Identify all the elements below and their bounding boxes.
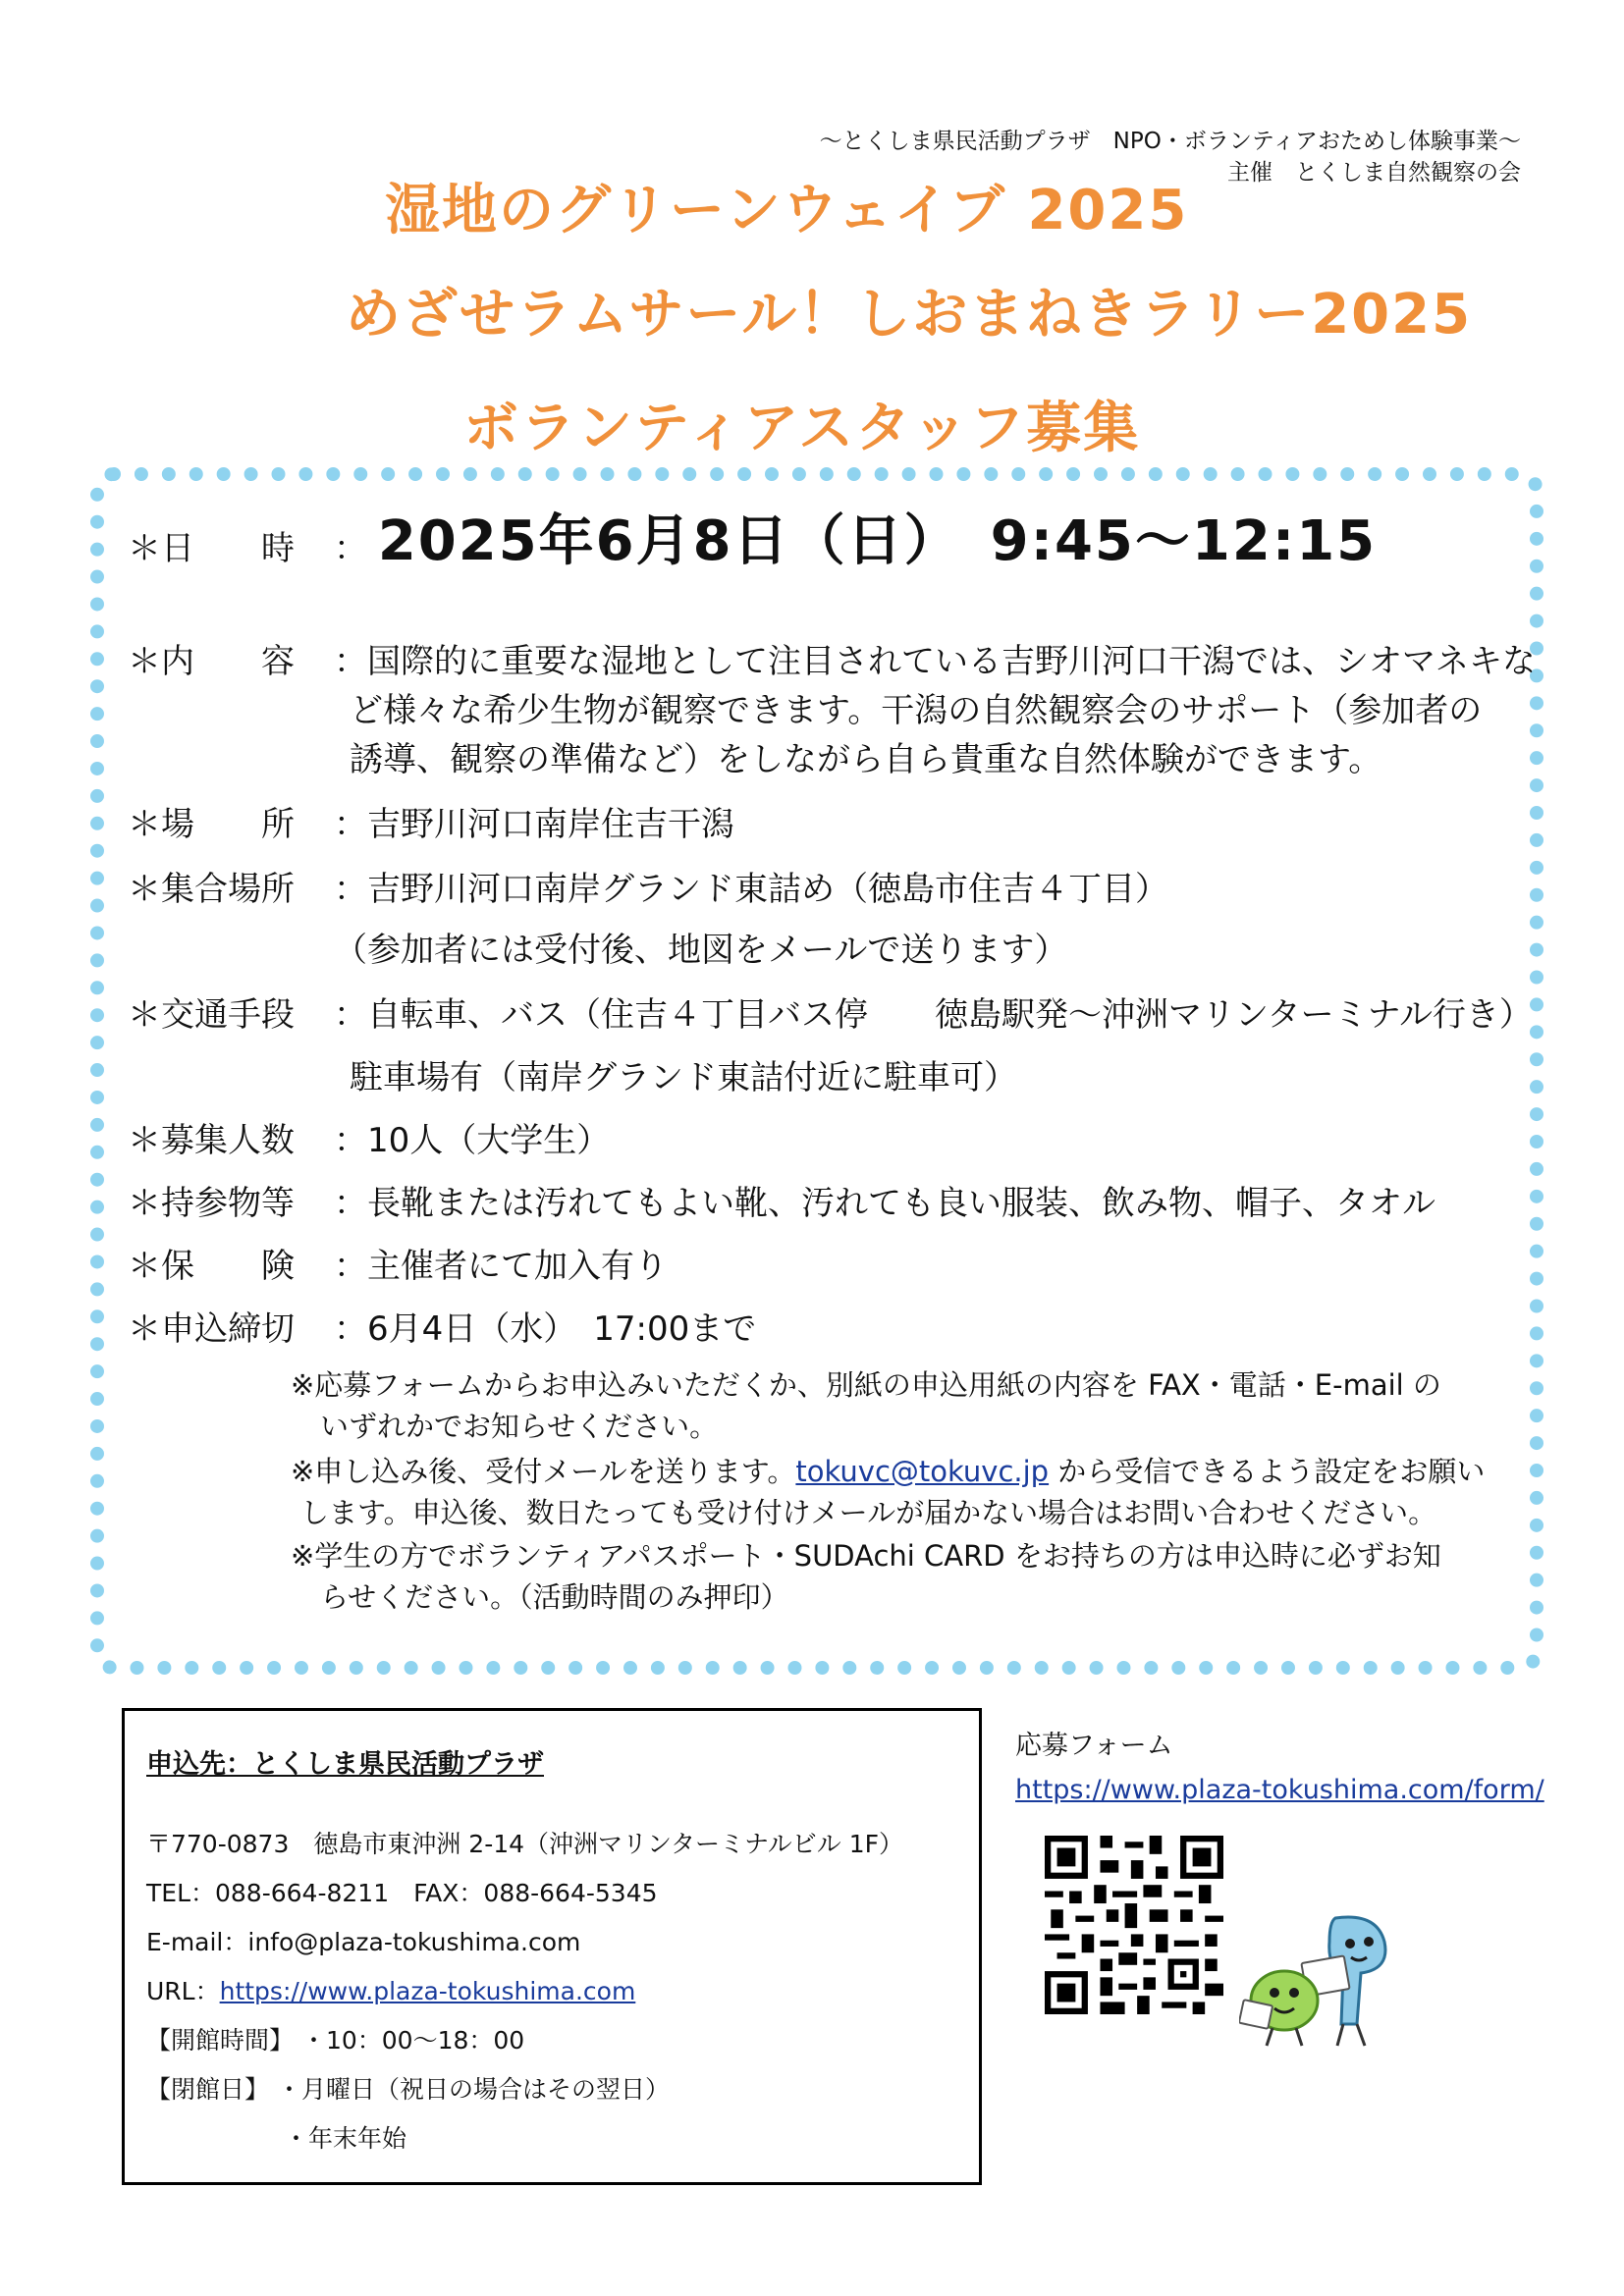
program-line: ～とくしま県民活動プラザ NPO・ボランティアおためし体験事業～	[819, 129, 1521, 154]
insurance-label: ＊保 険	[128, 1247, 295, 1286]
note2-line1	[291, 1451, 1485, 1492]
form-label: 応募フォーム	[1015, 1731, 1173, 1761]
insurance-row: ＊保 険 ：主催者にて加入有り	[128, 1247, 668, 1286]
note3-line2: らせください。（活動時間のみ押印）	[320, 1580, 789, 1614]
plaza-url-link[interactable]: https://www.plaza-tokushima.com	[219, 1977, 636, 2005]
capacity-value: 10人（大学生）	[367, 1121, 611, 1160]
contact-closed2: ・年末年始	[284, 2124, 407, 2153]
content-line3: 誘導、観察の準備など）をしながら自ら貴重な自然体験ができます。	[350, 740, 1382, 779]
mascot-illustration-icon	[1239, 1908, 1412, 2050]
bring-row: ＊持参物等 ：長靴または汚れてもよい靴、汚れても良い服装、飲み物、帽子、タオル	[128, 1184, 1435, 1223]
note3-line1: ※学生の方でボランティアパスポート・SUDAchi CARD をお持ちの方は申込時に必ずお知	[291, 1539, 1441, 1573]
note1-line2: いずれかでお知らせください。	[320, 1410, 719, 1443]
form-url-link[interactable]: https://www.plaza-tokushima.com/form/	[1015, 1775, 1544, 1805]
url-label: URL：	[146, 1977, 220, 2005]
date-label: ＊日 時	[128, 529, 295, 568]
contact-url-line	[146, 1972, 635, 2007]
deadline-row: ＊申込締切 ：6月4日（水） 17:00まで	[128, 1309, 757, 1349]
capacity-row: ＊募集人数 ：10人（大学生）	[128, 1121, 611, 1160]
transport-row: ＊交通手段 ：自転車、バス（住吉４丁目バス停 徳島駅発～沖洲マリンターミナル行き）	[128, 995, 1533, 1035]
place-label: ＊場 所	[128, 805, 295, 844]
contact-box	[122, 1708, 982, 2185]
meeting-label: ＊集合場所	[128, 870, 295, 909]
title-line2: めざせラムサール！しおまねきラリー2025	[346, 283, 1473, 347]
insurance-value: 主催者にて加入有り	[367, 1247, 668, 1286]
bring-value: 長靴または汚れてもよい靴、汚れても良い服装、飲み物、帽子、タオル	[367, 1184, 1435, 1223]
content-line2: ど様々な希少生物が観察できます。干潟の自然観察会のサポート（参加者の	[350, 691, 1483, 730]
contact-hours: 【開館時間】 ・10：00～18：00	[146, 2026, 525, 2055]
transport-label: ＊交通手段	[128, 995, 295, 1035]
contact-address: 〒770-0873 徳島市東沖洲 2-14（沖洲マリンターミナルビル 1F）	[146, 1830, 904, 1858]
note1-line1: ※応募フォームからお申込みいただくか、別紙の申込用紙の内容を FAX・電話・E-mail の	[291, 1368, 1441, 1402]
qr-code-icon[interactable]	[1045, 1836, 1223, 2014]
note2-text: ※申し込み後、受付メールを送ります。	[291, 1455, 796, 1488]
meeting-row: ＊集合場所 ：吉野川河口南岸グランド東詰め（徳島市住吉４丁目）	[128, 870, 1168, 909]
note2-line2: します。申込後、数日たっても受け付けメールが届かない場合はお問い合わせください。	[300, 1496, 1437, 1529]
date-value: 2025年6月8日（日） 9:45～12:15	[377, 509, 1378, 573]
content-row: ＊内 容 ：国際的に重要な湿地として注目されている吉野川河口干潟では、シオマネキな	[128, 642, 1536, 681]
contact-heading: 申込先：とくしま県民活動プラザ	[146, 1749, 544, 1780]
place-value: 吉野川河口南岸住吉干潟	[367, 805, 734, 844]
bring-label: ＊持参物等	[128, 1184, 295, 1223]
meeting-note: （参加者には受付後、地図をメールで送ります）	[334, 931, 1068, 970]
deadline-label: ＊申込締切	[128, 1309, 295, 1349]
email-link[interactable]: tokuvc@tokuvc.jp	[795, 1455, 1050, 1488]
title-line3: ボランティアスタッフ募集	[463, 397, 1141, 460]
content-line1: 国際的に重要な湿地として注目されている吉野川河口干潟では、シオマネキな	[367, 642, 1536, 681]
contact-tel: TEL：088-664-8211 FAX：088-664-5345	[146, 1879, 658, 1907]
transport-value: 自転車、バス（住吉４丁目バス停 徳島駅発～沖洲マリンターミナル行き）	[367, 995, 1533, 1035]
transport-note: 駐車場有（南岸グランド東詰付近に駐車可）	[350, 1058, 1017, 1097]
contact-closed: 【閉館日】 ・月曜日（祝日の場合はその翌日）	[146, 2075, 670, 2104]
place-row: ＊場 所 ：吉野川河口南岸住吉干潟	[128, 805, 734, 844]
content-label: ＊内 容	[128, 642, 295, 681]
note2-text-post: から受信できるよう設定をお願い	[1049, 1455, 1486, 1488]
title-line1: 湿地のグリーンウェイブ 2025	[385, 179, 1189, 242]
meeting-value: 吉野川河口南岸グランド東詰め（徳島市住吉４丁目）	[367, 870, 1168, 909]
deadline-value: 6月4日（水） 17:00まで	[367, 1309, 757, 1349]
capacity-label: ＊募集人数	[128, 1121, 295, 1160]
date-row: ＊日 時 ： 2025年6月8日（日） 9:45～12:15	[128, 509, 1378, 573]
contact-email: E-mail：info@plaza-tokushima.com	[146, 1928, 581, 1956]
organizer-line: 主催 とくしま自然観察の会	[1227, 160, 1521, 186]
